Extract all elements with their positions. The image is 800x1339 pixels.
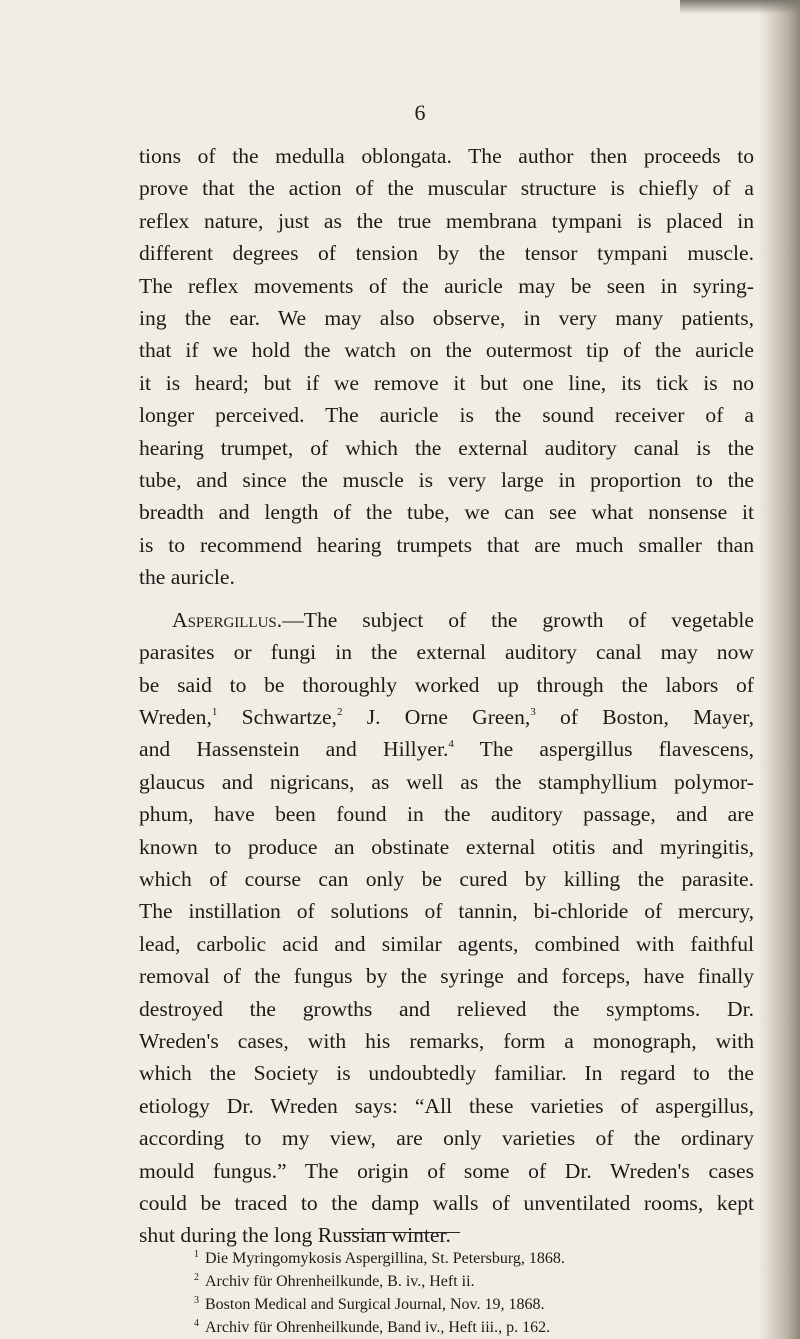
text-line: longer perceived. The auricle is the sound receiver of a	[139, 403, 754, 428]
text-line: which of course can only be cured by killing the parasite.	[139, 866, 754, 891]
text-line: The instillation of solutions of tannin, bi-chloride of mercury,	[139, 899, 754, 924]
text-line: etiology Dr. Wreden says: “All these varieties of aspergillus,	[139, 1093, 754, 1118]
text-line: removal of the fungus by the syringe and forceps, have finally	[139, 964, 754, 989]
text-line: the auricle.	[139, 565, 235, 590]
text-line: phum, have been found in the auditory passage, and are	[139, 802, 754, 827]
footnote-marker: 3	[194, 1295, 199, 1306]
text-line: destroyed the growths and relieved the symptoms. Dr.	[139, 996, 754, 1021]
footnote	[194, 1247, 754, 1270]
text-line: according to my view, are only varieties of the ordinary	[139, 1126, 754, 1151]
text-line: known to produce an obstinate external otitis and myringitis,	[139, 834, 754, 859]
text-line: reflex nature, just as the true membrana tympani is placed in	[139, 208, 754, 233]
footnote-marker: 4	[194, 1318, 199, 1329]
text-line: tube, and since the muscle is very large in proportion to the	[139, 468, 754, 493]
footnote-text: Archiv für Ohrenheilkunde, B. iv., Heft ii.	[205, 1273, 475, 1290]
footnotes	[194, 1247, 754, 1339]
text-run: The aspergillus flavescens,	[453, 737, 755, 762]
text-run: Schwartze,	[217, 704, 337, 729]
page-corner-shadow	[680, 0, 800, 14]
footnote-text: Archiv für Ohrenheilkunde, Band iv., Heft iii., p. 162.	[205, 1319, 551, 1336]
text-line: The reflex movements of the auricle may be seen in syring-	[139, 273, 754, 298]
text-line: lead, carbolic acid and similar agents, combined with faithful	[139, 931, 754, 956]
text-line: which the Society is undoubtedly familiar. In regard to the	[139, 1061, 754, 1086]
paragraph-gap	[139, 594, 754, 604]
footnote-ref: 3	[530, 705, 536, 718]
paragraph-2	[139, 604, 754, 1252]
text-line	[139, 733, 754, 765]
text-line	[139, 701, 754, 733]
text-line	[139, 604, 754, 636]
footnote-text: Boston Medical and Surgical Journal, Nov. 19, 1868.	[205, 1296, 545, 1313]
text-line: could be traced to the damp walls of unventilated rooms, kept	[139, 1191, 754, 1215]
text-line: breadth and length of the tube, we can see what nonsense it	[139, 500, 754, 525]
footnote	[194, 1270, 754, 1293]
text-line: that if we hold the watch on the outermost tip of the auricle	[139, 338, 754, 363]
footnote-divider	[343, 1232, 460, 1233]
footnote-ref: 2	[336, 705, 343, 718]
text-line: ing the ear. We may also observe, in very many patients,	[139, 306, 754, 331]
section-heading: Aspergillus.	[172, 607, 283, 632]
text-line: Wreden's cases, with his remarks, form a monograph, with	[139, 1028, 754, 1053]
paragraph-1	[139, 140, 754, 594]
body-text	[139, 140, 754, 1252]
text-line: shut during the long Russian winter.	[139, 1223, 451, 1248]
footnote-ref: 4	[448, 738, 454, 751]
text-run: and Hassenstein and Hillyer.	[139, 737, 449, 762]
text-line: tions of the medulla oblongata. The author then proceeds to	[139, 144, 754, 168]
text-line: is to recommend hearing trumpets that are much smaller than	[139, 532, 754, 557]
footnote-marker: 2	[194, 1272, 199, 1283]
text-line: it is heard; but if we remove it but one line, its tick is no	[139, 370, 754, 395]
text-line: hearing trumpet, of which the external auditory canal is the	[139, 435, 754, 460]
text-line: glaucus and nigricans, as well as the stamphyllium polymor-	[139, 769, 754, 794]
footnote	[194, 1293, 754, 1316]
text-line: parasites or fungi in the external auditory canal may now	[139, 640, 754, 665]
text-run: J. Orne Green,	[342, 704, 531, 729]
page-edge-shadow	[758, 0, 800, 1339]
footnote-marker: 1	[194, 1249, 199, 1260]
text-run: of Boston, Mayer,	[535, 704, 754, 729]
text-run: —The subject of the growth of vegetable	[282, 607, 754, 632]
footnote-ref: 1	[211, 705, 218, 718]
text-line: be said to be thoroughly worked up through the labors of	[139, 672, 754, 697]
text-line: different degrees of tension by the tensor tympani muscle.	[139, 241, 754, 266]
footnote-text: Die Myringomykosis Aspergillina, St. Petersburg, 1868.	[205, 1250, 565, 1267]
text-line: mould fungus.” The origin of some of Dr. Wreden's cases	[139, 1158, 754, 1183]
text-run: Wreden,	[139, 704, 212, 729]
footnote	[194, 1316, 754, 1339]
text-line: prove that the action of the muscular structure is chiefly of a	[139, 176, 754, 201]
page-number: 6	[414, 100, 426, 125]
